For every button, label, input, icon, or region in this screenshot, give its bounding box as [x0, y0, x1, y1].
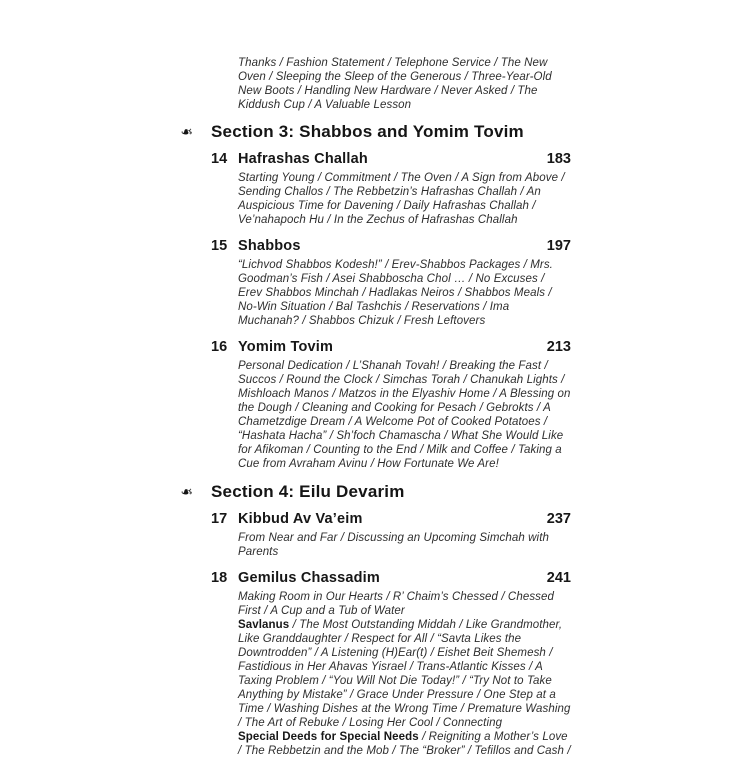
chapter-heading-row	[211, 339, 571, 356]
chapter-title: Yomim Tovim	[238, 339, 334, 355]
topic-text-run: From Near and Far / Discussing an Upcoming Simchah with Parents	[238, 532, 550, 558]
chapter-page-number: 241	[546, 570, 571, 586]
topic-paragraph	[238, 531, 571, 559]
chapter-number: 18	[211, 570, 228, 586]
topic-text-run: “Lichvod Shabbos Kodesh!” / Erev-Shabbos Packages / Mrs. Goodman’s Fish / Asei Shabboscha Chol … / No Excuses / Erev Shabbos Minchah / Hadlakas Neiros / Shabbos Meals / No-Win Situation / Bal Tashchis / Reservations / Ima Muchanah? / Shabbos Chizuk / Fresh Leftovers	[238, 259, 553, 327]
chapter-entry	[211, 238, 571, 328]
section-heading	[154, 482, 571, 502]
section-block	[180, 122, 571, 471]
section-title: Section 3: Shabbos and Yomim Tovim	[211, 122, 524, 141]
chapter-number: 15	[211, 238, 228, 254]
topic-paragraph	[238, 590, 571, 618]
chapter-title: Kibbud Av Va’eim	[238, 511, 363, 527]
chapter-heading-row	[211, 238, 571, 255]
section-heading	[154, 122, 571, 142]
chapter-title: Hafrashas Challah	[238, 151, 368, 167]
topic-paragraph	[238, 618, 571, 730]
chapter-number: 14	[211, 151, 228, 167]
chapter-title: Shabbos	[238, 238, 301, 254]
continuation-topic-list: Thanks / Fashion Statement / Telephone Service / The New Oven / Sleeping the Sleep of the Generous / Three-Year-Old New Boots / Handling New Hardware / Never Asked / The Kiddush Cup / A Valuable Lesson	[238, 57, 552, 111]
chapter-page-number: 213	[546, 339, 571, 355]
chapter-page-number: 237	[546, 511, 571, 527]
chapter-page-number: 183	[546, 151, 571, 167]
topic-paragraph	[238, 359, 571, 471]
chapter-heading-row	[211, 570, 571, 587]
topic-subheading-run: Savlanus	[238, 619, 290, 631]
topic-text-run: Personal Dedication / L’Shanah Tovah! / Breaking the Fast / Succos / Round the Clock / Simchas Torah / Chanukah Lights / Mishloach Manos / Matzos in the Elyashiv Home / A Blessing on the Dough / Cleaning and Cooking for Pesach / Gebrokts / A Chametzdige Dream / A Welcome Pot of Cooked Potatoes / “Hashata Hacha” / Sh’foch Chamascha / What She Would Like for Afikoman / Counting to the End / Milk and Coffee / Taking a Cue from Avraham Avinu / How Fortunate We Are!	[238, 360, 571, 470]
chapter-heading-row	[211, 511, 571, 528]
topic-subheading-run: Special Deeds for Special Needs	[238, 731, 419, 743]
table-of-contents-page	[180, 56, 571, 769]
chapter-title: Gemilus Chassadim	[238, 570, 381, 586]
chapter-entry	[211, 151, 571, 227]
chapter-page-number: 197	[546, 238, 571, 254]
sections-container	[180, 122, 571, 758]
topic-paragraph	[238, 730, 571, 758]
chapter-list	[211, 151, 571, 471]
chapter-topic-list	[238, 590, 571, 758]
chapter-number: 17	[211, 511, 228, 527]
topic-text-run: / The Most Outstanding Middah / Like Grandmother, Like Granddaughter / Respect for All / “Savta Likes the Downtrodden” / A Listening (H)Ear(t) / Eishet Beit Shemesh / Fastidious in Her Ahavas Yisrael / Trans-Atlantic Kisses / A Taxing Problem / “You Will Not Die Today!” / “Try Not to Take Anything by Mistake” / Grace Under Pressure / One Step at a Time / Washing Dishes at the Wrong Time / Premature Washing / The Art of Rebuke / Losing Her Cool / Connecting	[238, 619, 571, 729]
section-title: Section 4: Eilu Devarim	[211, 482, 405, 501]
chapter-topic-list	[238, 171, 571, 227]
chapter-heading-row	[211, 151, 571, 168]
chapter-topic-list	[238, 359, 571, 471]
chapter-entry	[211, 570, 571, 758]
floral-ornament-icon: ❧	[180, 124, 193, 141]
chapter-list	[211, 511, 571, 758]
topic-paragraph	[238, 171, 571, 227]
topic-text-run: / Reigniting a Mother’s Love / The Rebbetzin and the Mob / The “Broker” / Tefillos and Cash /	[238, 731, 571, 757]
chapter-entry	[211, 339, 571, 471]
topic-text-run: Starting Young / Commitment / The Oven / A Sign from Above / Sending Challos / The Rebbetzin’s Hafrashas Challah / An Auspicious Time for Davening / Daily Hafrashas Challah / Ve’nahapoch Hu / In the Zechus of Hafrashas Challah	[238, 172, 565, 226]
topic-text-run: Making Room in Our Hearts / R’ Chaim’s Chessed / Chessed First / A Cup and a Tub of Water	[238, 591, 555, 617]
topic-paragraph	[238, 258, 571, 328]
chapter-topic-list	[238, 258, 571, 328]
chapter-topic-list	[238, 531, 571, 559]
floral-ornament-icon: ❧	[180, 484, 193, 501]
section-block	[180, 482, 571, 758]
chapter-number: 16	[211, 339, 228, 355]
chapter-entry	[211, 511, 571, 559]
